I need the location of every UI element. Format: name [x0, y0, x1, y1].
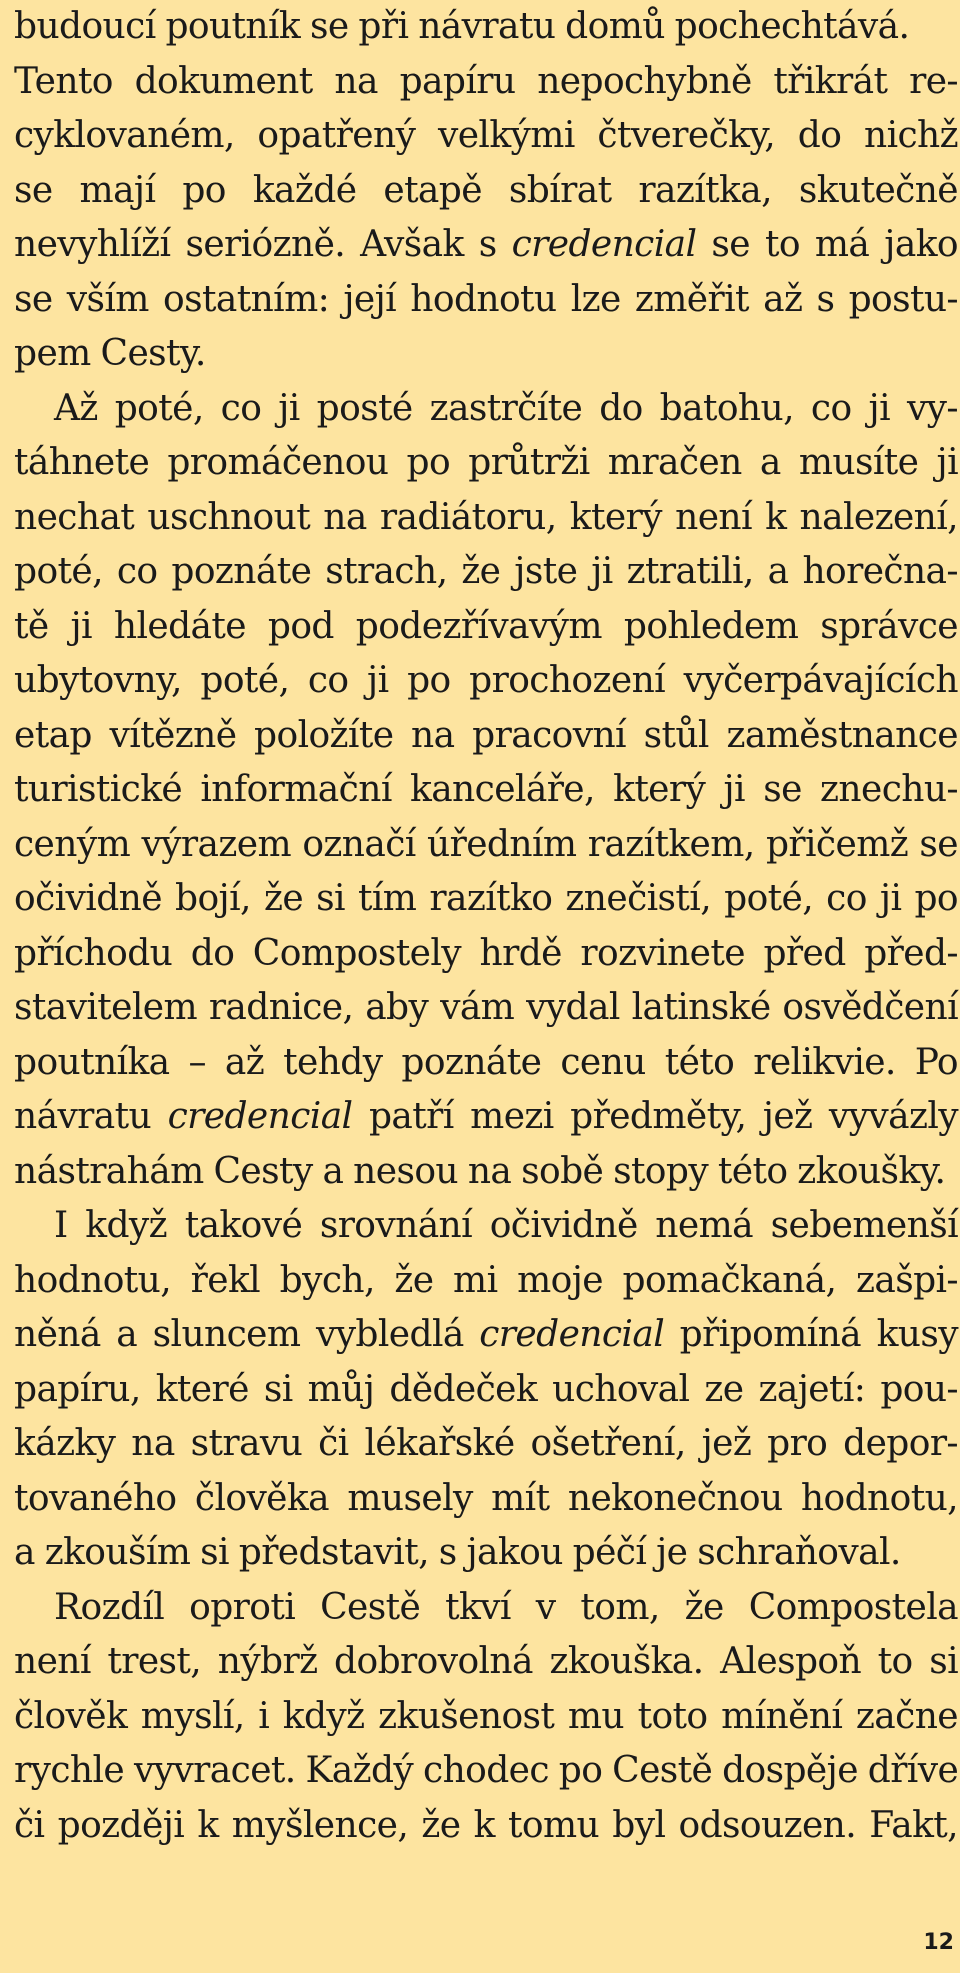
- text-line: a zkouším si představit, s jakou péčí je schraňoval.: [14, 1532, 901, 1573]
- text-line: hodnotu, řekl bych, že mi moje pomačkaná, zašpi-: [14, 1259, 958, 1301]
- text-line: se mají po každé etapě sbírat razítka, skutečně: [14, 169, 958, 211]
- text-line: turistické informační kanceláře, který ji se znechu-: [14, 769, 958, 810]
- text-line: nevyhlíží seriózně. Avšak s credencial se to má jako: [14, 224, 958, 265]
- text-line: ceným výrazem označí úředním razítkem, přičemž se: [14, 823, 958, 865]
- text-line: příchodu do Compostely hrdě rozvinete před před-: [14, 932, 958, 974]
- text-line: rychle vyvracet. Každý chodec po Cestě dospěje dříve: [14, 1750, 959, 1791]
- text-line: nástrahám Cesty a nesou na sobě stopy této zkoušky.: [14, 1150, 946, 1192]
- page-number: 12: [923, 1930, 954, 1955]
- text-line: se vším ostatním: její hodnotu lze změřit až s postu-: [14, 278, 958, 320]
- text-line: tě ji hledáte pod podezřívavým pohledem správce: [14, 605, 958, 647]
- text-line: něná a sluncem vybledlá credencial připomíná kusy: [14, 1314, 958, 1355]
- text-line: není trest, nýbrž dobrovolná zkouška. Alespoň to si: [14, 1641, 958, 1682]
- text-line: pem Cesty.: [14, 333, 206, 374]
- text-line: ubytovny, poté, co ji po prochození vyčerpávajících: [14, 660, 958, 701]
- text-line: Až poté, co ji posté zastrčíte do batohu, co ji vy-: [54, 387, 958, 429]
- text-line: I když takové srovnání očividně nemá sebemenší: [54, 1205, 958, 1246]
- document-body: [14, 0, 958, 1853]
- text-line: člověk myslí, i když zkušenost mu toto mínění začne: [14, 1695, 958, 1737]
- text-line: papíru, které si můj dědeček uchoval ze zajetí: pou-: [14, 1368, 958, 1410]
- text-line: stavitelem radnice, aby vám vydal latinské osvědčení: [14, 987, 958, 1028]
- text-line: či později k myšlence, že k tomu byl odsouzen. Fakt,: [14, 1804, 958, 1846]
- text-line: etap vítězně položíte na pracovní stůl zaměstnance: [14, 714, 958, 756]
- text-line: poutníka – až tehdy poznáte cenu této relikvie. Po: [14, 1041, 958, 1083]
- text-line: nechat uschnout na radiátoru, který není k nalezení,: [14, 496, 958, 538]
- text-line: Tento dokument na papíru nepochybně třikrát re-: [14, 60, 958, 102]
- text-line: kázky na stravu či lékařské ošetření, jež pro depor-: [14, 1423, 958, 1464]
- text-line: poté, co poznáte strach, že jste ji ztratili, a horečna-: [14, 551, 958, 592]
- text-line: táhnete promáčenou po průtrži mračen a musíte ji: [14, 442, 958, 483]
- text-line: budoucí poutník se při návratu domů pochechtává.: [14, 6, 910, 47]
- text-line: očividně bojí, že si tím razítko znečistí, poté, co ji po: [14, 878, 958, 919]
- text-line: cyklovaném, opatřený velkými čtverečky, do nichž: [14, 115, 958, 156]
- text-line: návratu credencial patří mezi předměty, jež vyvázly: [14, 1096, 958, 1137]
- text-line: Rozdíl oproti Cestě tkví v tom, že Compostela: [54, 1586, 958, 1628]
- text-line: tovaného člověka musely mít nekonečnou hodnotu,: [14, 1477, 958, 1519]
